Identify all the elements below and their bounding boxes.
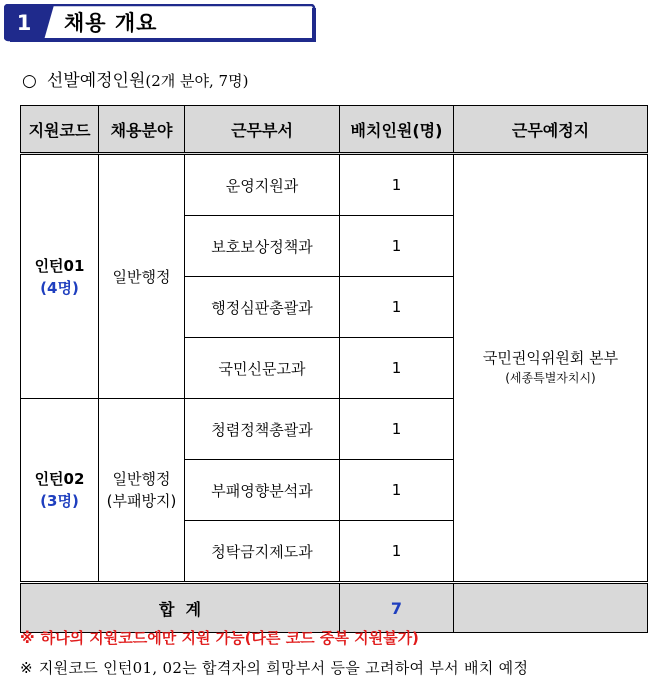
section-number: 1 (16, 11, 32, 35)
note-mark: ※ (20, 629, 35, 647)
header-code: 지원코드 (21, 106, 99, 154)
field-line1: 일반행정 (112, 267, 171, 286)
header-field: 채용분야 (99, 106, 185, 154)
note-duplicate-warning (20, 627, 419, 648)
dept-cell: 행정심판총괄과 (185, 277, 340, 338)
header-dept: 근무부서 (185, 106, 340, 154)
location-sub: (세종특별자치시) (505, 371, 596, 385)
group-field (99, 154, 185, 399)
recruitment-table (20, 105, 648, 633)
header-location: 근무예정지 (454, 106, 648, 154)
table-header-row (21, 106, 648, 154)
section-title: 채용 개요 (64, 11, 158, 35)
note-mark: ※ (20, 659, 33, 677)
num-cell: 1 (340, 338, 454, 399)
bullet-circle: ○ (22, 71, 37, 91)
header-count: 배치인원(명) (340, 106, 454, 154)
field-line2: (부패방지) (106, 492, 177, 510)
dept-cell: 부패영향분석과 (185, 460, 340, 521)
dept-cell: 청탁금지제도과 (185, 521, 340, 583)
dept-cell: 청렴정책총괄과 (185, 399, 340, 460)
dept-cell: 국민신문고과 (185, 338, 340, 399)
note2-text: 지원코드 인턴01, 02는 합격자의 희망부서 등을 고려하여 부서 배치 예정 (38, 659, 529, 677)
field-line1: 일반행정 (112, 470, 171, 488)
group-code: 인턴02 (34, 470, 85, 488)
num-cell: 1 (340, 154, 454, 216)
group-code-cell (21, 399, 99, 583)
group-count: (3명) (40, 492, 79, 510)
subheading-detail: (2개 분야, 7명) (145, 72, 249, 90)
num-cell: 1 (340, 521, 454, 583)
note1-text: 하나의 지원코드에만 지원 가능(다른 코드 중복 지원불가) (40, 629, 419, 647)
subheading (22, 66, 248, 91)
note-placement (20, 657, 528, 678)
num-cell: 1 (340, 277, 454, 338)
group-count: (4명) (40, 278, 79, 297)
dept-cell: 운영지원과 (185, 154, 340, 216)
num-cell: 1 (340, 399, 454, 460)
table-row (21, 154, 648, 216)
dept-cell: 보호보상정책과 (185, 216, 340, 277)
location-text: 국민권익위원회 본부 (482, 349, 619, 367)
num-cell: 1 (340, 216, 454, 277)
total-label: 합 계 (21, 583, 340, 633)
section-banner-shape (4, 4, 316, 42)
total-empty-cell (454, 583, 648, 633)
num-cell: 1 (340, 460, 454, 521)
location-cell (454, 154, 648, 583)
subheading-text: 선발예정인원 (46, 71, 146, 91)
group-code-cell (21, 154, 99, 399)
group-code: 인턴01 (34, 256, 85, 275)
total-value: 7 (340, 583, 454, 633)
section-banner (4, 4, 316, 42)
total-row (21, 583, 648, 633)
group-field (99, 399, 185, 583)
